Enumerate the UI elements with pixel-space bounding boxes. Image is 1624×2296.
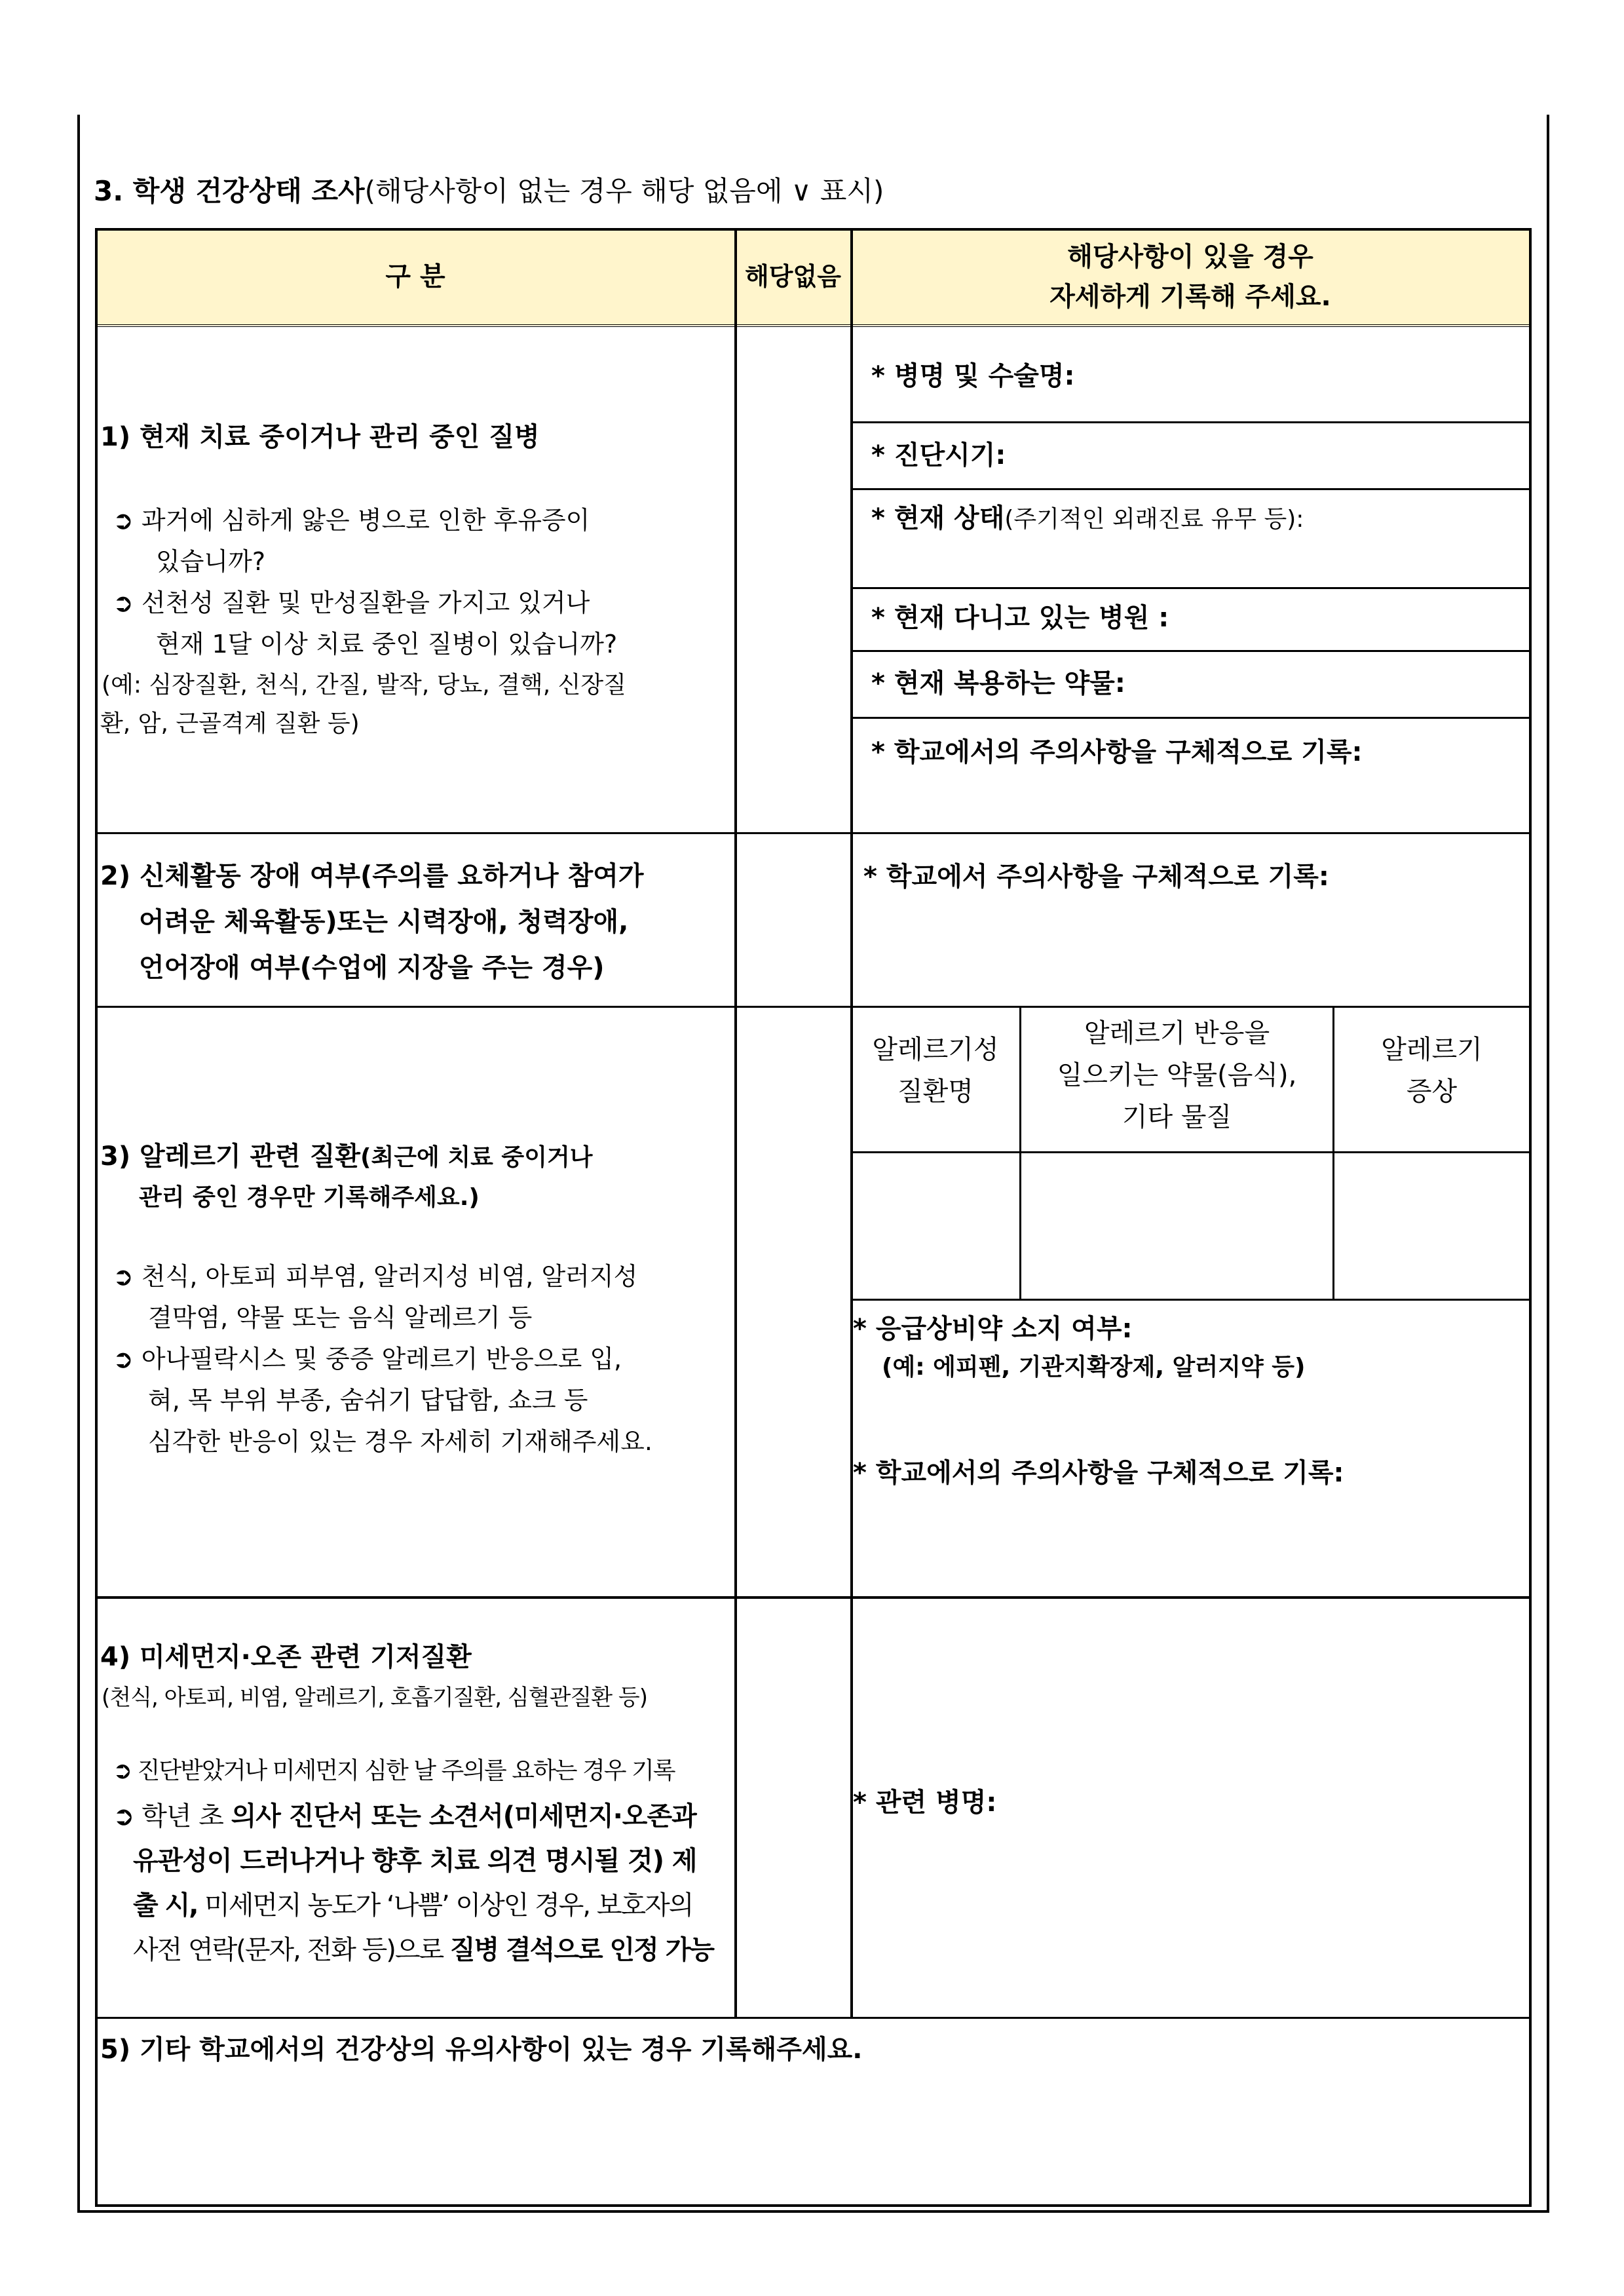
field-current-status-note: (주기적인 외래진료 유무 등): — [1004, 506, 1304, 533]
col2-divider — [850, 228, 853, 2018]
row4-b2-line2: 유관성이 드러나거나 향후 치료 의견 명시될 것) 제 — [133, 1846, 697, 1876]
row1-line-5 — [852, 717, 1530, 719]
row4-b2-line4-bold: 질병 결석으로 인정 가능 — [449, 1935, 714, 1965]
row2-field-precautions[interactable]: * 학교에서 주의사항을 구체적으로 기록: — [863, 862, 1329, 892]
header-bottom-border — [95, 324, 1532, 327]
allergy-substance-cell[interactable] — [1023, 1155, 1331, 1297]
field-current-medication[interactable]: * 현재 복용하는 약물: — [871, 668, 1125, 698]
row4-b2-pre: ➲ 학년 초 — [113, 1801, 231, 1831]
allergy-disease-header-2: 질환명 — [897, 1077, 973, 1107]
field-emergency-medicine-example: (예: 에피펜, 기관지확장제, 알러지약 등) — [882, 1354, 1306, 1381]
field-related-disease[interactable]: * 관련 병명: — [853, 1788, 997, 1818]
row2-line3: 언어장애 여부(수업에 지장을 주는 경우) — [139, 953, 605, 983]
row1-title: 1) 현재 치료 중이거나 관리 중인 질병 — [100, 422, 540, 452]
row1-example-line2: 환, 암, 근골격계 질환 등) — [100, 710, 360, 737]
row3-title-main: 3) 알레르기 관련 질환 — [100, 1141, 361, 1172]
allergy-substance-header-2: 일으키는 약물(음식), — [1057, 1060, 1297, 1090]
row1-line-4 — [852, 650, 1530, 652]
row5-input-area[interactable] — [98, 2077, 1528, 2202]
row3-b2-line3: 심각한 반응이 있는 경우 자세히 기재해주세요. — [148, 1427, 652, 1456]
row2-line1: 2) 신체활동 장애 여부(주의를 요하거나 참여가 — [100, 861, 644, 891]
row3-b1-line2: 결막염, 약물 또는 음식 알레르기 등 — [148, 1303, 533, 1332]
col1-divider — [734, 228, 737, 2018]
row4-b2-line4 — [133, 1930, 713, 1970]
header-category: 구 분 — [385, 261, 445, 292]
field-diagnosis-date[interactable]: * 진단시기: — [871, 440, 1006, 470]
row4-b2-line1 — [113, 1797, 696, 1836]
row4-b2-line3-bold: 출 시, — [133, 1890, 198, 1921]
allergy-disease-cell[interactable] — [853, 1155, 1018, 1297]
row3-field-precautions[interactable]: * 학교에서의 주의사항을 구체적으로 기록: — [853, 1458, 1344, 1488]
row4-b1: ➲ 진단받았거나 미세먼지 심한 날 주의를 요하는 경우 기록 — [113, 1757, 675, 1784]
row1-q1-line2: 있습니까? — [156, 547, 266, 576]
row3-subheader-bottom — [852, 1151, 1530, 1153]
header-not-applicable: 해당없음 — [745, 262, 841, 291]
field-disease-surgery[interactable]: * 병명 및 수술명: — [871, 361, 1075, 391]
row1-bottom-border — [95, 832, 1532, 834]
header-details-line1: 해당사항이 있을 경우 — [1067, 242, 1313, 272]
row3-bottom-border — [95, 1596, 1532, 1599]
table-left-border — [95, 228, 98, 2206]
allergy-substance-header-3: 기타 물질 — [1122, 1102, 1232, 1132]
row1-q1-line1: ➲ 과거에 심하게 앓은 병으로 인한 후유증이 — [113, 506, 590, 535]
row4-bottom-border — [95, 2017, 1532, 2019]
row1-line-3 — [852, 587, 1530, 589]
row4-b2-line4-rest: 사전 연락(문자, 전화 등)으로 — [133, 1935, 450, 1965]
allergy-symptom-header-2: 증상 — [1406, 1077, 1458, 1107]
row4-b2-line3 — [133, 1886, 692, 1925]
row1-line-1 — [852, 421, 1530, 423]
row3-subtable-bottom — [852, 1299, 1530, 1301]
row3-b1-line1: ➲ 천식, 아토피 피부염, 알러지성 비염, 알러지성 — [113, 1262, 638, 1291]
allergy-symptom-header-1: 알레르기 — [1381, 1035, 1482, 1065]
row1-line-2 — [852, 488, 1530, 490]
row3-title-line2: 관리 중인 경우만 기록해주세요.) — [139, 1184, 480, 1211]
section-title — [94, 172, 884, 211]
header-details-line2: 자세하게 기록해 주세요. — [1049, 282, 1331, 312]
row1-q2-line2: 현재 1달 이상 치료 중인 질병이 있습니까? — [156, 630, 618, 659]
section-title-note: (해당사항이 없는 경우 해당 없음에 ∨ 표시) — [364, 175, 884, 207]
row4-title: 4) 미세먼지·오존 관련 기저질환 — [100, 1642, 472, 1672]
section-title-main: 3. 학생 건강상태 조사 — [94, 175, 365, 207]
table-right-border — [1529, 228, 1532, 2206]
row4-subtitle: (천식, 아토피, 비염, 알레르기, 호흡기질환, 심혈관질환 등) — [102, 1685, 647, 1711]
allergy-symptom-cell[interactable] — [1336, 1155, 1528, 1297]
field-current-status[interactable] — [871, 499, 1304, 539]
row4-b2-bold: 의사 진단서 또는 소견서(미세먼지·오존과 — [231, 1801, 696, 1831]
row3-title-note: (최근에 치료 중이거나 — [360, 1144, 593, 1171]
row2-line2: 어려운 체육활동)또는 시력장애, 청력장애, — [139, 907, 629, 937]
row2-bottom-border — [95, 1006, 1532, 1008]
row1-example-line1: (예: 심장질환, 천식, 간질, 발작, 당뇨, 결핵, 신장질 — [102, 672, 626, 698]
allergy-substance-header-1: 알레르기 반응을 — [1084, 1018, 1270, 1048]
field-school-precautions[interactable]: * 학교에서의 주의사항을 구체적으로 기록: — [871, 737, 1363, 767]
field-emergency-medicine[interactable]: * 응급상비약 소지 여부: — [853, 1314, 1133, 1344]
row1-q2-line1: ➲ 선천성 질환 및 만성질환을 가지고 있거나 — [113, 588, 590, 617]
field-current-hospital[interactable]: * 현재 다니고 있는 병원 : — [871, 603, 1169, 633]
table-bottom-border — [95, 2204, 1532, 2207]
row3-b2-line2: 혀, 목 부위 부종, 숨쉬기 답답함, 쇼크 등 — [148, 1386, 588, 1415]
row3-b2-line1: ➲ 아나필락시스 및 중증 알레르기 반응으로 입, — [113, 1345, 622, 1373]
allergy-disease-header-1: 알레르기성 — [872, 1035, 999, 1065]
row5-title: 5) 기타 학교에서의 건강상의 유의사항이 있는 경우 기록해주세요. — [100, 2035, 863, 2065]
row4-b2-line3-rest: 미세먼지 농도가 ‘나쁨’ 이상인 경우, 보호자의 — [197, 1890, 693, 1921]
row3-title — [100, 1137, 593, 1177]
table-top-border — [95, 228, 1532, 231]
field-current-status-label: * 현재 상태 — [871, 503, 1005, 533]
